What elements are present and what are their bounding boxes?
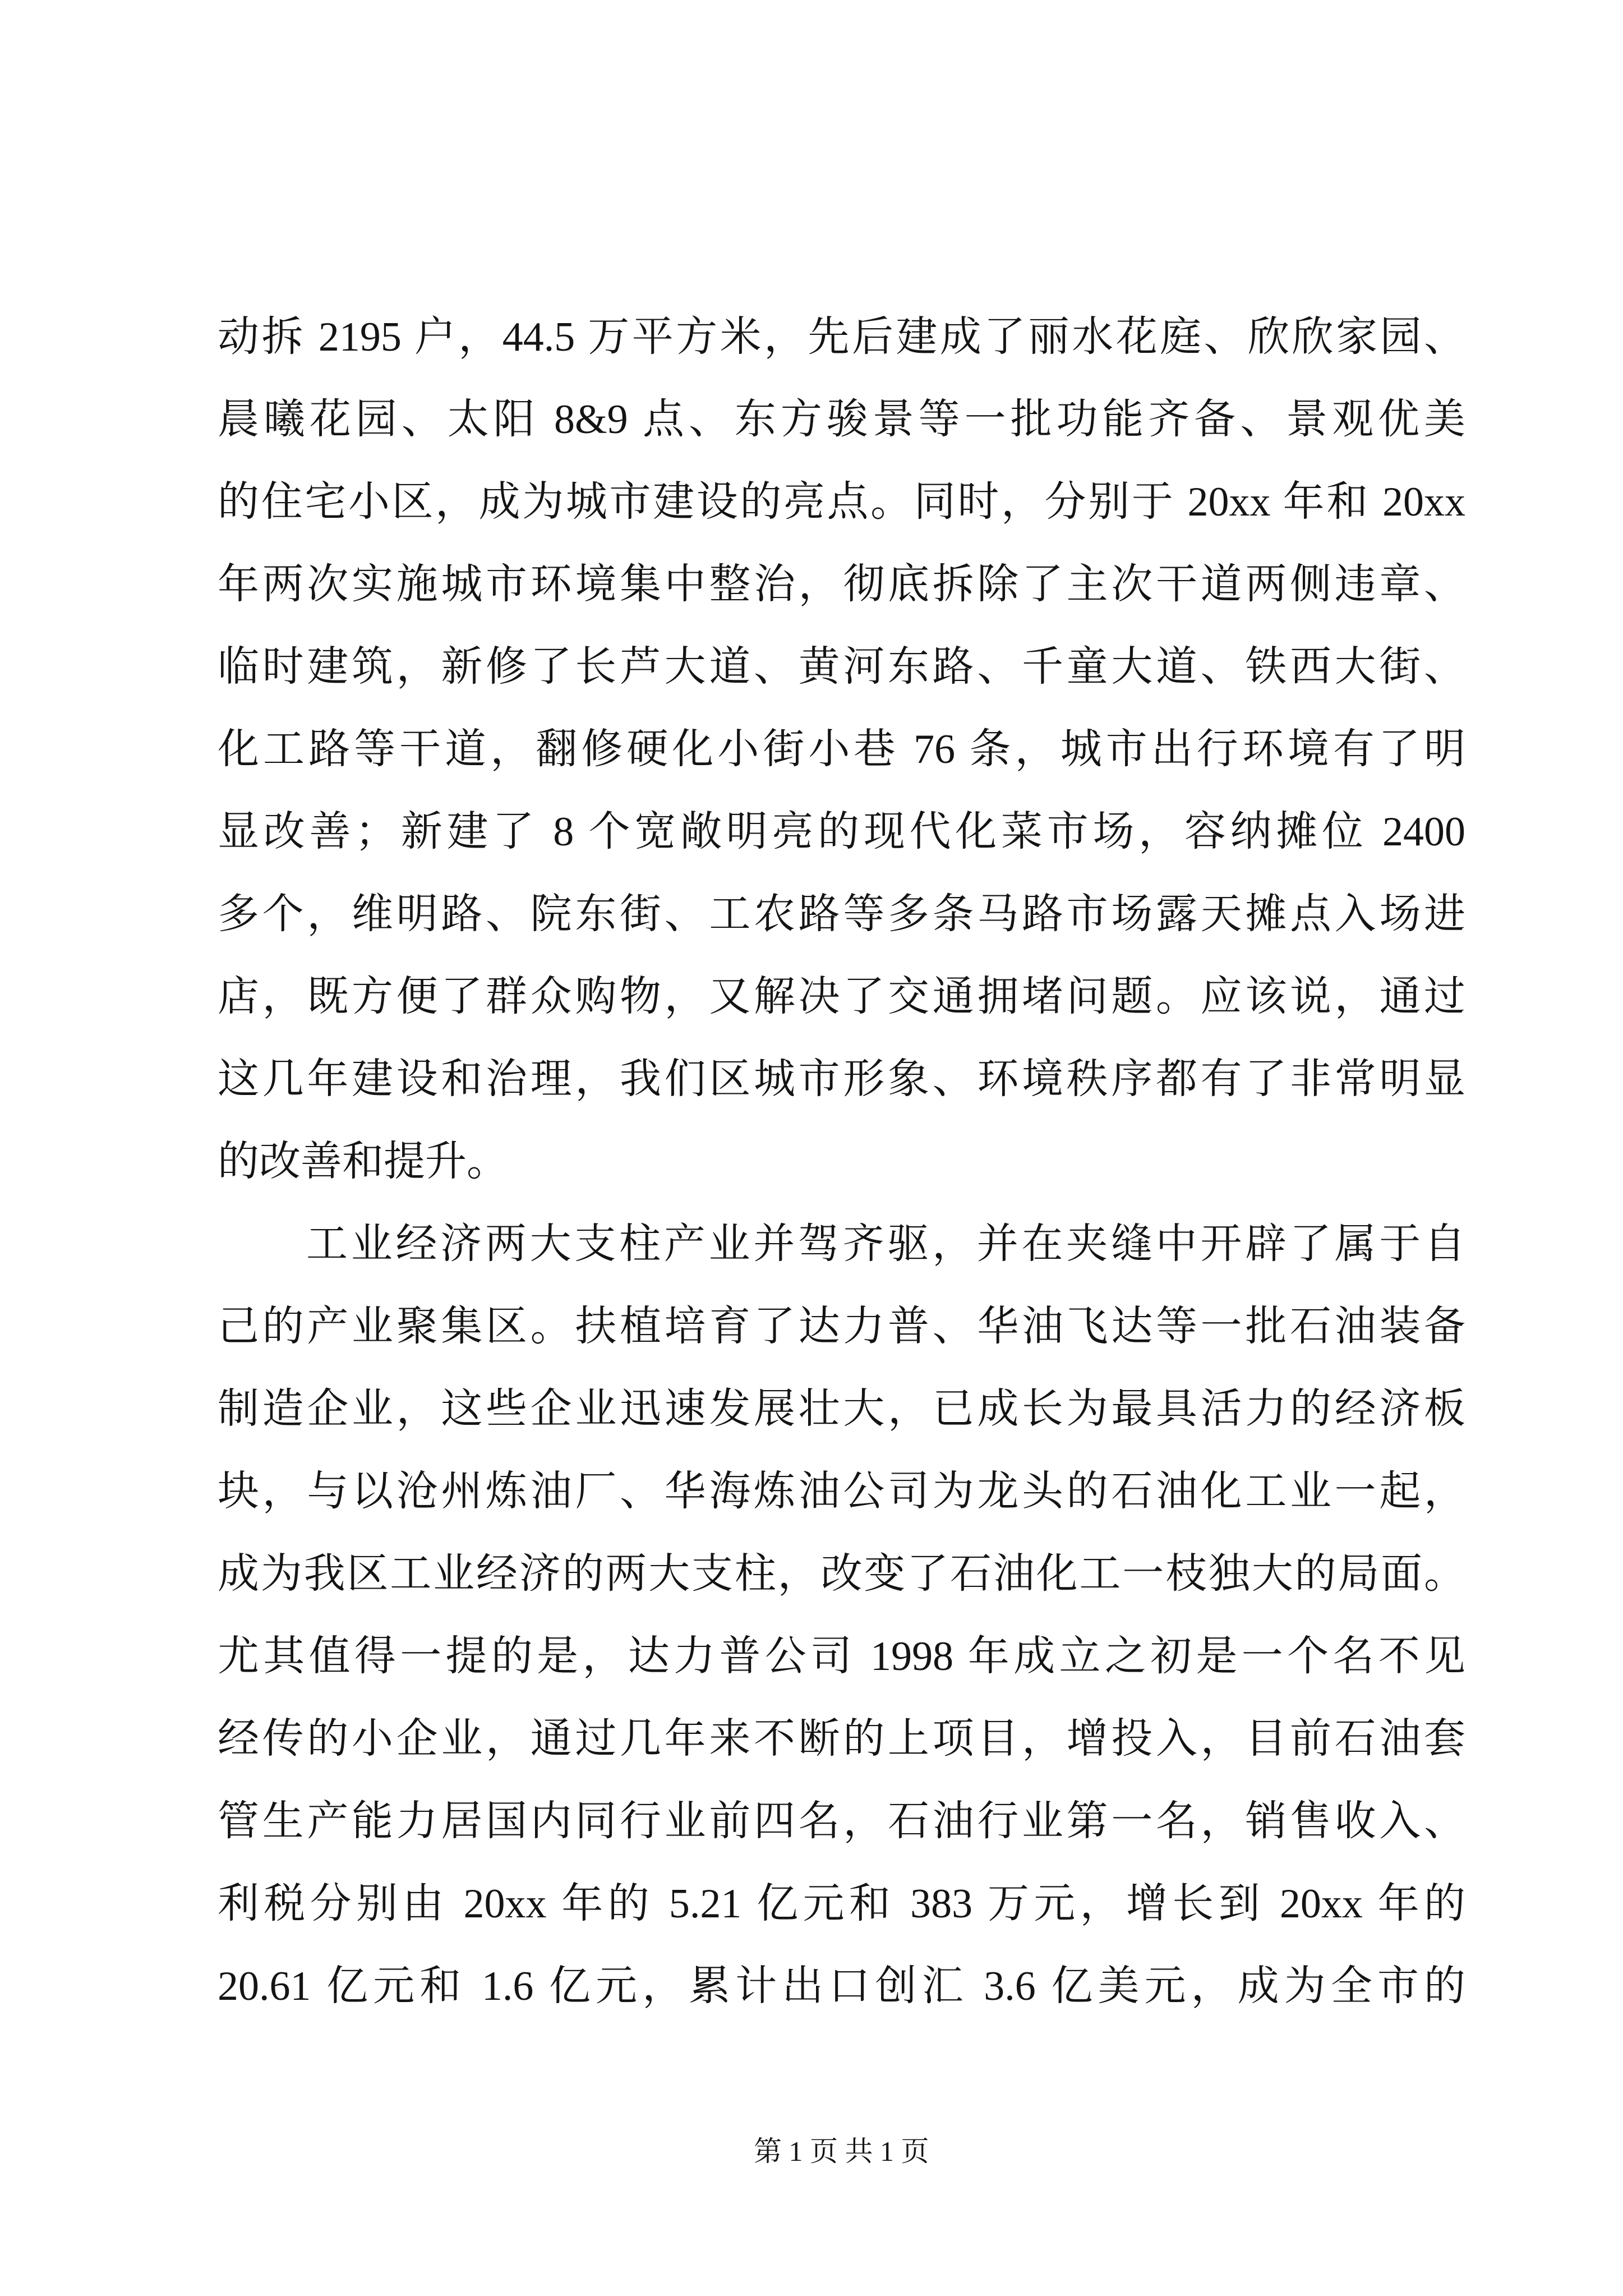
text-line: 20.61 亿元和 1.6 亿元，累计出口创汇 3.6 亿美元，成为全市的 [218, 1963, 1465, 2009]
text-line: 的改善和提升。 [218, 1139, 508, 1185]
text-line: 晨曦花园、太阳 8&9 点、东方骏景等一批功能齐备、景观优美 [218, 397, 1465, 443]
text-line: 制造企业，这些企业迅速发展壮大，已成长为最具活力的经济板 [218, 1386, 1465, 1432]
text-line: 成为我区工业经济的两大支柱，改变了石油化工一枝独大的局面。 [218, 1551, 1465, 1597]
text-line: 经传的小企业，通过几年来不断的上项目，增投入，目前石油套 [218, 1716, 1465, 1762]
document-body [218, 296, 1465, 2028]
text-line: 这几年建设和治理，我们区城市形象、环境秩序都有了非常明显 [218, 1056, 1465, 1102]
page-number-footer: 第 1 页 共 1 页 [754, 2136, 929, 2167]
text-line: 己的产业聚集区。扶植培育了达力普、华油飞达等一批石油装备 [218, 1304, 1465, 1350]
text-line: 店，既方便了群众购物，又解决了交通拥堵问题。应该说，通过 [218, 974, 1465, 1020]
text-line: 块，与以沧州炼油厂、华海炼油公司为龙头的石油化工业一起， [218, 1469, 1465, 1515]
text-line: 年两次实施城市环境集中整治，彻底拆除了主次干道两侧违章、 [218, 562, 1465, 608]
text-line: 的住宅小区，成为城市建设的亮点。同时，分别于 20xx 年和 20xx [218, 479, 1465, 525]
text-line: 尤其值得一提的是，达力普公司 1998 年成立之初是一个名不见 [218, 1634, 1465, 1680]
text-line: 化工路等干道，翻修硬化小街小巷 76 条，城市出行环境有了明 [218, 726, 1465, 772]
text-line: 临时建筑，新修了长芦大道、黄河东路、千童大道、铁西大街、 [218, 644, 1465, 690]
text-line: 管生产能力居国内同行业前四名，石油行业第一名，销售收入、 [218, 1798, 1465, 1844]
text-line: 利税分别由 20xx 年的 5.21 亿元和 383 万元，增长到 20xx 年的 [218, 1881, 1465, 1927]
text-line: 显改善；新建了 8 个宽敞明亮的现代化菜市场，容纳摊位 2400 [218, 809, 1465, 855]
text-line: 多个，维明路、院东街、工农路等多条马路市场露天摊点入场进 [218, 891, 1465, 937]
text-line: 工业经济两大支柱产业并驾齐驱，并在夹缝中开辟了属于自 [306, 1221, 1465, 1267]
text-line: 动拆 2195 户，44.5 万平方米，先后建成了丽水花庭、欣欣家园、 [218, 314, 1465, 360]
paragraph-urban-construction [218, 296, 1465, 1203]
paragraph-industrial-economy [218, 1203, 1465, 2028]
